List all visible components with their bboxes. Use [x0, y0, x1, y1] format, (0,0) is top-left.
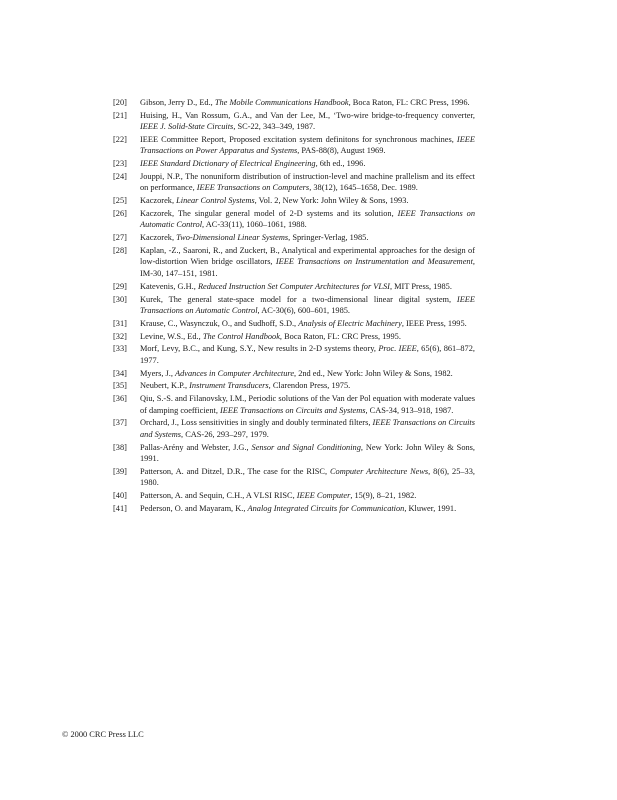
- reference-segment: , Boca Raton, FL: CRC Press, 1996.: [348, 98, 470, 107]
- reference-segment: , CAS-26, 293–297, 1979.: [181, 429, 269, 439]
- reference-segment: , AC-33(11), 1060–1061, 1988.: [202, 220, 307, 230]
- reference-number: [37]: [113, 418, 127, 428]
- reference-text: [140, 110, 475, 133]
- reference-entry: [113, 245, 475, 279]
- reference-segment: Patterson, A. and Ditzel, D.R., The case for the RISC,: [140, 466, 330, 476]
- reference-text: [140, 393, 475, 416]
- reference-number: [34]: [113, 368, 127, 378]
- reference-segment: , 15(9), 8–21, 1982.: [350, 491, 417, 500]
- reference-text: [140, 134, 475, 157]
- reference-text: [140, 208, 475, 231]
- reference-segment: IEEE Committee Report, Proposed excitation system definitons for synchronous machines,: [140, 135, 457, 145]
- reference-title: The Control Handbook: [202, 331, 280, 341]
- reference-text: [140, 97, 475, 108]
- reference-entry: [113, 417, 475, 440]
- reference-title: Analog Integrated Circuits for Communication: [247, 503, 405, 513]
- reference-entry: [113, 490, 475, 501]
- reference-segment: , 8(6), 25–33, 1980.: [140, 466, 475, 488]
- reference-entry: [113, 442, 475, 465]
- reference-title: IEEE Transactions on Automatic Control: [140, 209, 475, 230]
- reference-text: [140, 245, 475, 279]
- reference-segment: Krause, C., Wasynczuk, O., and Sudhoff, S.D.,: [140, 318, 299, 328]
- reference-title: IEEE Transactions on Computers: [196, 183, 310, 193]
- reference-entry: [113, 331, 475, 342]
- reference-title: Reduced Instruction Set Computer Architectures for VLSI: [197, 281, 390, 291]
- reference-text: [140, 195, 475, 206]
- reference-segment: Orchard, J., Loss sensitivities in singly and doubly terminated filters,: [140, 418, 373, 428]
- reference-text: [140, 417, 475, 440]
- reference-number: [25]: [113, 196, 127, 206]
- copyright-footer: © 2000 CRC Press LLC: [62, 730, 144, 739]
- reference-entry: [113, 232, 475, 243]
- reference-number: [20]: [113, 98, 127, 107]
- reference-title: Linear Control Systems: [176, 196, 255, 206]
- reference-segment: , IM-30, 147–151, 1981.: [140, 257, 475, 278]
- reference-segment: , MIT Press, 1985.: [389, 281, 452, 291]
- reference-segment: Huising, H., Van Rossum, G.A., and Van der Lee, M., ‘Two-wire bridge-to-frequency converter,: [140, 110, 475, 120]
- reference-text: [140, 294, 475, 317]
- reference-entry: [113, 466, 475, 489]
- reference-entry: [113, 158, 475, 169]
- reference-number: [29]: [113, 281, 127, 291]
- reference-segment: Neubert, K.P.,: [140, 381, 190, 391]
- reference-segment: Gibson, Jerry D., Ed.,: [140, 98, 215, 107]
- reference-entry: [113, 368, 475, 379]
- reference-title: IEEE Transactions on Power Apparatus and Systems: [140, 135, 475, 156]
- reference-text: [140, 331, 475, 342]
- reference-number: [27]: [113, 233, 127, 243]
- reference-title: Two-Dimensional Linear Systems: [176, 233, 289, 243]
- reference-text: [140, 171, 475, 194]
- reference-title: IEEE Transactions on Instrumentation and Measurement: [275, 257, 473, 267]
- reference-segment: Kaplan, -Z., Saaroni, R., and Zuckert, B., Analytical and experimental approaches for the design of low-distortion Wien bridge oscillators,: [140, 246, 475, 267]
- reference-segment: , Boca Raton, FL: CRC Press, 1995.: [279, 331, 401, 341]
- reference-segment: , CAS-34, 913–918, 1987.: [365, 405, 454, 415]
- reference-segment: Kurek, The general state-space model for a two-dimensional linear digital system,: [140, 294, 457, 304]
- reference-number: [24]: [113, 172, 127, 182]
- reference-title: Instrument Transducers: [189, 381, 269, 391]
- reference-text: [140, 466, 475, 489]
- reference-segment: , Kluwer, 1991.: [404, 503, 457, 513]
- reference-entry: [113, 281, 475, 292]
- reference-number: [31]: [113, 318, 127, 328]
- reference-entry: [113, 343, 475, 366]
- reference-segment: , 65(6), 861–872, 1977.: [140, 344, 475, 365]
- reference-segment: Patterson, A. and Sequin, C.H., A VLSI RISC,: [140, 491, 297, 500]
- reference-segment: Katevenis, G.H.,: [140, 281, 198, 291]
- reference-number: [32]: [113, 331, 127, 341]
- reference-segment: , AC-30(6), 600–601, 1985.: [257, 305, 351, 315]
- reference-text: [140, 380, 475, 391]
- reference-title: IEEE J. Solid-State Circuits: [140, 122, 234, 132]
- reference-number: [36]: [113, 394, 127, 404]
- reference-entry: [113, 171, 475, 194]
- reference-text: [140, 318, 475, 329]
- reference-text: [140, 281, 475, 292]
- reference-title: Advances in Computer Architecture: [175, 368, 295, 378]
- reference-segment: Qiu, S.-S. and Filanovsky, I.M., Periodic solutions of the Van der Pol equation with moderate values of damping coefficient,: [140, 394, 475, 415]
- reference-segment: , Springer-Verlag, 1985.: [288, 233, 369, 243]
- reference-entry: [113, 380, 475, 391]
- reference-list: [113, 97, 475, 516]
- reference-title: Sensor and Signal Conditioning: [251, 442, 361, 452]
- reference-entry: [113, 134, 475, 157]
- reference-number: [28]: [113, 246, 127, 256]
- reference-segment: Kaczorek,: [140, 233, 177, 243]
- reference-entry: [113, 208, 475, 231]
- reference-segment: , Clarendon Press, 1975.: [268, 381, 351, 391]
- reference-title: IEEE Transactions on Circuits and Systems: [140, 418, 475, 439]
- reference-number: [23]: [113, 159, 127, 169]
- reference-text: [140, 158, 475, 169]
- reference-number: [26]: [113, 209, 127, 219]
- reference-entry: [113, 110, 475, 133]
- reference-segment: , 38(12), 1645–1658, Dec. 1989.: [309, 183, 418, 193]
- reference-text: [140, 232, 475, 243]
- reference-number: [22]: [113, 135, 127, 145]
- reference-entry: [113, 97, 475, 108]
- reference-segment: , 2nd ed., New York: John Wiley & Sons, 1982.: [294, 368, 453, 378]
- reference-segment: Jouppi, N.P., The nonuniform distribution of instruction-level and machine prallelism and its effect on performance,: [140, 172, 475, 193]
- reference-number: [33]: [113, 344, 127, 354]
- reference-number: [30]: [113, 294, 127, 304]
- reference-segment: Kaczorek, The singular general model of 2-D systems and its solution,: [140, 209, 398, 219]
- reference-entry: [113, 503, 475, 514]
- reference-segment: Pallas-Arény and Webster, J.G.,: [140, 442, 252, 452]
- reference-text: [140, 368, 475, 379]
- reference-number: [39]: [113, 466, 127, 476]
- reference-title: IEEE Computer: [296, 491, 351, 500]
- reference-title: Proc. IEEE: [378, 344, 417, 354]
- reference-segment: Morf, Levy, B.C., and Kung, S.Y., New results in 2-D systems theory,: [140, 344, 379, 354]
- reference-segment: , 6th ed., 1996.: [315, 159, 366, 169]
- reference-title: IEEE Transactions on Circuits and Systems: [220, 405, 366, 415]
- reference-number: [40]: [113, 491, 127, 500]
- reference-segment: , SC-22, 343–349, 1987.: [233, 122, 316, 132]
- reference-text: [140, 343, 475, 366]
- reference-entry: [113, 393, 475, 416]
- reference-title: IEEE Standard Dictionary of Electrical Engineering: [140, 159, 316, 169]
- reference-segment: , Vol. 2, New York: John Wiley & Sons, 1993.: [254, 196, 409, 206]
- reference-segment: Pederson, O. and Mayaram, K.,: [140, 503, 248, 513]
- reference-segment: Myers, J.,: [140, 368, 175, 378]
- reference-number: [38]: [113, 442, 127, 452]
- reference-title: IEEE Transactions on Automatic Control: [140, 294, 475, 315]
- reference-segment: , New York: John Wiley & Sons, 1991.: [140, 442, 475, 463]
- reference-number: [35]: [113, 381, 127, 391]
- reference-entry: [113, 294, 475, 317]
- reference-entry: [113, 318, 475, 329]
- reference-title: Analysis of Electric Machinery: [298, 318, 402, 328]
- reference-title: The Mobile Communications Handbook: [214, 98, 349, 107]
- reference-segment: Kaczorek,: [140, 196, 177, 206]
- reference-segment: , PAS-88(8), August 1969.: [297, 146, 386, 156]
- reference-text: [140, 442, 475, 465]
- reference-text: [140, 503, 475, 514]
- reference-title: Computer Architecture News: [329, 466, 429, 476]
- reference-entry: [113, 195, 475, 206]
- reference-segment: , IEEE Press, 1995.: [401, 318, 467, 328]
- reference-number: [41]: [113, 503, 127, 513]
- reference-segment: Levine, W.S., Ed.,: [140, 331, 203, 341]
- reference-text: [140, 490, 475, 501]
- reference-number: [21]: [113, 110, 127, 120]
